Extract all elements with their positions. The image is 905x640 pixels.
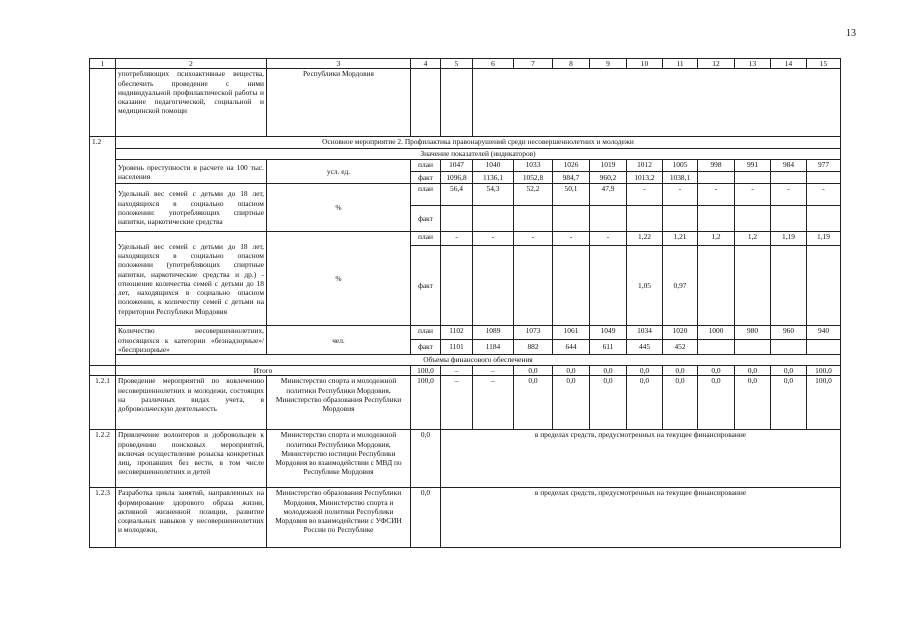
event-finance-note: в пределах средств, предусмотренных на текущее финансирование bbox=[441, 430, 841, 488]
total-value: 0,0 bbox=[698, 366, 735, 376]
total-col4: 100,0 bbox=[411, 366, 441, 376]
plan-value: 1005 bbox=[663, 160, 698, 172]
fact-value bbox=[473, 206, 514, 232]
plan-value: - bbox=[441, 232, 473, 246]
fact-value bbox=[441, 206, 473, 232]
plan-value: - bbox=[771, 184, 807, 206]
fact-label: факт bbox=[411, 339, 441, 354]
plan-value: - bbox=[663, 184, 698, 206]
fact-value: 1184 bbox=[473, 339, 514, 354]
plan-value: 1047 bbox=[441, 160, 473, 172]
plan-value: 54,3 bbox=[473, 184, 514, 206]
header-cell: 3 bbox=[267, 59, 411, 69]
total-value: 0,0 bbox=[771, 366, 807, 376]
fact-value bbox=[698, 339, 735, 354]
event-finance-note: в пределах средств, предусмотренных на текущее финансирование bbox=[441, 488, 841, 548]
plan-value: 1034 bbox=[627, 326, 663, 339]
plan-value: 1,2 bbox=[698, 232, 735, 246]
plan-value: 50,1 bbox=[553, 184, 590, 206]
fact-value: 611 bbox=[590, 339, 627, 354]
plan-value: 1102 bbox=[441, 326, 473, 339]
plan-value: 1026 bbox=[553, 160, 590, 172]
table-cell bbox=[90, 366, 116, 376]
indicators-title: Значение показателей (индикаторов) bbox=[116, 149, 841, 160]
program-table bbox=[89, 58, 841, 548]
plan-value: 980 bbox=[735, 326, 771, 339]
fact-label: факт bbox=[411, 172, 441, 184]
event-number: 1.2.1 bbox=[90, 376, 116, 430]
plan-label: план bbox=[411, 160, 441, 172]
page-number: 13 bbox=[846, 28, 856, 39]
plan-value: 1049 bbox=[590, 326, 627, 339]
fact-value bbox=[627, 206, 663, 232]
fact-value bbox=[807, 206, 841, 232]
fact-label: факт bbox=[411, 246, 441, 326]
plan-value: 1033 bbox=[514, 160, 553, 172]
indicator-name: Уровень преступности в расчете на 100 тыс. населения bbox=[116, 160, 267, 184]
event-value: 0,0 bbox=[553, 376, 590, 430]
plan-value: - bbox=[735, 184, 771, 206]
fact-value: 1136,1 bbox=[473, 172, 514, 184]
plan-label: план bbox=[411, 326, 441, 339]
fact-value bbox=[807, 172, 841, 184]
plan-value: 56,4 bbox=[441, 184, 473, 206]
fact-value bbox=[771, 206, 807, 232]
fact-value bbox=[735, 172, 771, 184]
fact-value bbox=[590, 206, 627, 232]
event-number: 1.2.2 bbox=[90, 430, 116, 488]
indicator-unit: усл. ед. bbox=[267, 160, 411, 184]
total-value: 0,0 bbox=[590, 366, 627, 376]
fact-value bbox=[771, 246, 807, 326]
header-cell: 8 bbox=[553, 59, 590, 69]
fact-value: 1052,8 bbox=[514, 172, 553, 184]
plan-value: 1000 bbox=[698, 326, 735, 339]
total-value: 0,0 bbox=[514, 366, 553, 376]
plan-value: 1,2 bbox=[735, 232, 771, 246]
plan-value: 991 bbox=[735, 160, 771, 172]
section-number: 1.2 bbox=[90, 137, 116, 366]
fact-value bbox=[553, 206, 590, 232]
event-name: Проведение мероприятий по вовлечению несовершеннолетних и молодежи, состоящих на различных видах учета, в добровольческую деятельность bbox=[116, 376, 267, 430]
fact-value bbox=[514, 246, 553, 326]
fact-value: 0,97 bbox=[663, 246, 698, 326]
fact-value bbox=[698, 172, 735, 184]
fact-value bbox=[553, 246, 590, 326]
plan-value: - bbox=[514, 232, 553, 246]
event-value: 0,0 bbox=[514, 376, 553, 430]
plan-value: - bbox=[627, 184, 663, 206]
plan-value: 977 bbox=[807, 160, 841, 172]
event-value: 100,0 bbox=[807, 376, 841, 430]
plan-value: - bbox=[590, 232, 627, 246]
fact-value: 1101 bbox=[441, 339, 473, 354]
total-value: 0,0 bbox=[663, 366, 698, 376]
total-value: 100,0 bbox=[807, 366, 841, 376]
fact-value bbox=[514, 206, 553, 232]
plan-value: - bbox=[553, 232, 590, 246]
header-cell: 7 bbox=[514, 59, 553, 69]
fact-value bbox=[735, 206, 771, 232]
total-value: 0,0 bbox=[735, 366, 771, 376]
empty-area bbox=[473, 69, 841, 137]
plan-label: план bbox=[411, 232, 441, 246]
event-col4: 100,0 bbox=[411, 376, 441, 430]
header-cell: 10 bbox=[627, 59, 663, 69]
fact-value bbox=[807, 339, 841, 354]
fact-value bbox=[807, 246, 841, 326]
event-name: Привлечение волонтеров и добровольцев к проведению поисковых мероприятий, включая осуществление розыска конкретных лиц, пропавших без вести, в том числе несовершеннолетних и детей bbox=[116, 430, 267, 488]
event-value: 0,0 bbox=[663, 376, 698, 430]
continued-event-text: употребляющих психоактивные вещества, обеспечить проведение с ними индивидуальной профилактической работы и оказание педагогической, социальной и медицинской помощи bbox=[116, 69, 267, 137]
fact-value bbox=[771, 172, 807, 184]
header-cell: 6 bbox=[473, 59, 514, 69]
fact-value: 882 bbox=[514, 339, 553, 354]
finance-title: Объемы финансового обеспечения bbox=[116, 355, 841, 366]
plan-label: план bbox=[411, 184, 441, 206]
fact-value: 445 bbox=[627, 339, 663, 354]
plan-value: 984 bbox=[771, 160, 807, 172]
plan-value: 1,19 bbox=[807, 232, 841, 246]
plan-value: 1089 bbox=[473, 326, 514, 339]
plan-value: 1,19 bbox=[771, 232, 807, 246]
table-cell bbox=[441, 69, 473, 137]
event-value: – bbox=[441, 376, 473, 430]
fact-value bbox=[735, 339, 771, 354]
indicator-unit: % bbox=[267, 232, 411, 326]
header-cell: 5 bbox=[441, 59, 473, 69]
event-value: 0,0 bbox=[627, 376, 663, 430]
header-cell: 12 bbox=[698, 59, 735, 69]
plan-value: 1,22 bbox=[627, 232, 663, 246]
event-value: 0,0 bbox=[771, 376, 807, 430]
plan-value: 1012 bbox=[627, 160, 663, 172]
event-col4: 0,0 bbox=[411, 430, 441, 488]
header-cell: 2 bbox=[116, 59, 267, 69]
fact-value: 1,05 bbox=[627, 246, 663, 326]
continued-event-org: Республики Мордовия bbox=[267, 69, 411, 137]
fact-value bbox=[663, 206, 698, 232]
indicator-name: Удельный вес семей с детьми до 18 лет, находящихся в социально опасном положении: употребляющих спиртные напитки, наркотические средства bbox=[116, 184, 267, 232]
plan-value: 998 bbox=[698, 160, 735, 172]
plan-value: - bbox=[473, 232, 514, 246]
event-org: Министерство спорта и молодежной политики Республики Мордовия, Министерство образования Республики Мордовия bbox=[267, 376, 411, 430]
fact-value bbox=[590, 246, 627, 326]
fact-value bbox=[698, 246, 735, 326]
fact-value bbox=[735, 246, 771, 326]
event-value: – bbox=[473, 376, 514, 430]
header-cell: 11 bbox=[663, 59, 698, 69]
header-cell: 4 bbox=[411, 59, 441, 69]
plan-value: 1020 bbox=[663, 326, 698, 339]
header-cell: 15 bbox=[807, 59, 841, 69]
header-cell: 13 bbox=[735, 59, 771, 69]
total-value: 0,0 bbox=[627, 366, 663, 376]
fact-value: 1013,2 bbox=[627, 172, 663, 184]
fact-value bbox=[698, 206, 735, 232]
indicator-name: Удельный вес семей с детьми до 18 лет, находящихся в социально опасном положении (употребляющих спиртные напитки, наркотические средства и др.) - отношение количества семей с детьми до 18 лет, находящихся в социально опасном положении, к количеству семей с детьми на территории Республики Мордовия bbox=[116, 232, 267, 326]
event-org: Министерство спорта и молодежной политики Республики Мордовия, Министерство юстиции Республики Мордовия во взаимодействии с МВД по Республике Мордовия bbox=[267, 430, 411, 488]
indicator-name: Количество несовершеннолетних, относящихся к категории «безнадзорные»/ «беспризорные» bbox=[116, 326, 267, 355]
table-cell bbox=[411, 69, 441, 137]
fact-value bbox=[473, 246, 514, 326]
header-cell: 9 bbox=[590, 59, 627, 69]
total-value: – bbox=[473, 366, 514, 376]
event-org: Министерство образования Республики Мордовия, Министерство спорта и молодежной политики Республики Мордовия во взаимодействии с УФСИН России по Республике bbox=[267, 488, 411, 548]
event-number: 1.2.3 bbox=[90, 488, 116, 548]
event-value: 0,0 bbox=[590, 376, 627, 430]
fact-value: 1038,1 bbox=[663, 172, 698, 184]
indicator-unit: чел. bbox=[267, 326, 411, 355]
plan-value: 1061 bbox=[553, 326, 590, 339]
fact-value: 452 bbox=[663, 339, 698, 354]
plan-value: 1019 bbox=[590, 160, 627, 172]
section-title: Основное мероприятие 2. Профилактика правонарушений среди несовершеннолетних и молодежи bbox=[116, 137, 841, 149]
event-value: 0,0 bbox=[735, 376, 771, 430]
plan-value: 940 bbox=[807, 326, 841, 339]
event-name: Разработка цикла занятий, направленных на формирование здорового образа жизни, активной жизненной позиции, развитие социальных навыков у несовершеннолетних и молодежи, bbox=[116, 488, 267, 548]
plan-value: 52,2 bbox=[514, 184, 553, 206]
table-cell bbox=[90, 69, 116, 137]
fact-value: 960,2 bbox=[590, 172, 627, 184]
plan-value: 960 bbox=[771, 326, 807, 339]
plan-value: 1040 bbox=[473, 160, 514, 172]
fact-value: 984,7 bbox=[553, 172, 590, 184]
fact-value bbox=[441, 246, 473, 326]
total-label: Итого bbox=[116, 366, 411, 376]
plan-value: - bbox=[698, 184, 735, 206]
header-cell: 14 bbox=[771, 59, 807, 69]
total-value: – bbox=[441, 366, 473, 376]
indicator-unit: % bbox=[267, 184, 411, 232]
total-value: 0,0 bbox=[553, 366, 590, 376]
fact-value: 1096,8 bbox=[441, 172, 473, 184]
fact-label: факт bbox=[411, 206, 441, 232]
plan-value: 1073 bbox=[514, 326, 553, 339]
plan-value: 1,21 bbox=[663, 232, 698, 246]
plan-value: - bbox=[807, 184, 841, 206]
fact-value bbox=[771, 339, 807, 354]
fact-value: 644 bbox=[553, 339, 590, 354]
event-col4: 0,0 bbox=[411, 488, 441, 548]
plan-value: 47,9 bbox=[590, 184, 627, 206]
header-cell: 1 bbox=[90, 59, 116, 69]
event-value: 0,0 bbox=[698, 376, 735, 430]
